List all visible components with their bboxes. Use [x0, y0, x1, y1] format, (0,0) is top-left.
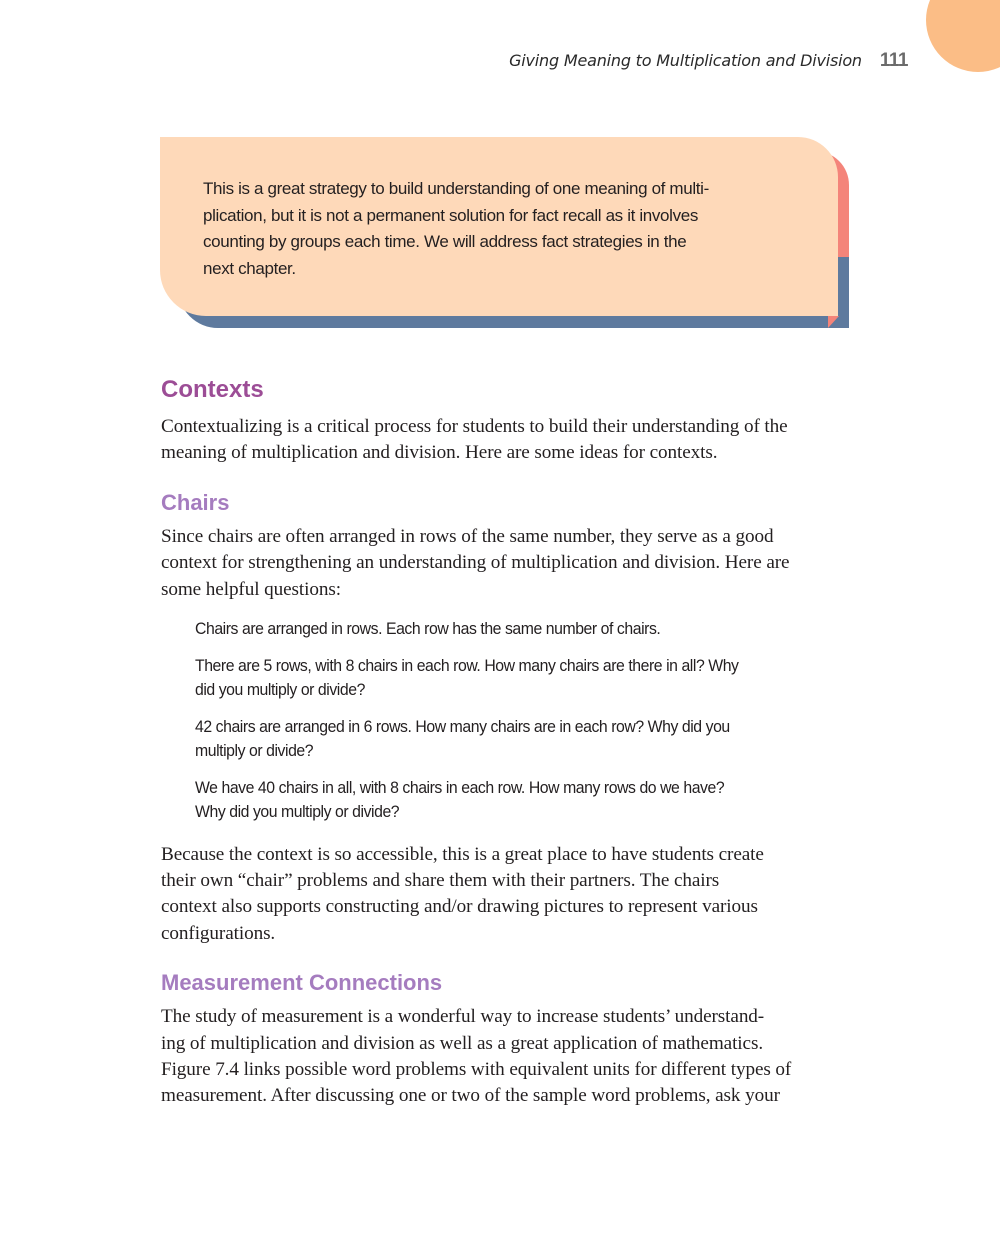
corner-decoration-circle — [926, 0, 1000, 72]
contexts-paragraph — [161, 414, 851, 467]
note-line: plication, but it is not a permanent solution for fact recall as it involves — [203, 205, 698, 225]
text-line: ing of multiplication and division as well as a great application of mathematics. — [161, 1032, 764, 1054]
text-line: some helpful questions: — [161, 578, 341, 600]
note-line: counting by groups each time. We will address fact strategies in the — [203, 232, 687, 251]
question-item — [195, 776, 792, 825]
text-line: Because the context is so accessible, this is a great place to have students create — [161, 843, 764, 865]
chairs-question-list — [161, 617, 851, 825]
question-line: There are 5 rows, with 8 chairs in each row. How many chairs are there in all? Why — [195, 656, 739, 675]
text-line: The study of measurement is a wonderful way to increase students’ understand- — [161, 1006, 765, 1028]
question-item — [195, 654, 792, 703]
question-line: Chairs are arranged in rows. Each row has the same number of chairs. — [195, 620, 661, 639]
running-header — [509, 50, 908, 74]
text-line: Since chairs are often arranged in rows of the same number, they serve as a good — [161, 525, 774, 547]
note-line: next chapter. — [203, 258, 296, 278]
text-line: Figure 7.4 links possible word problems with equivalent units for different types of — [161, 1058, 792, 1080]
question-item — [195, 715, 792, 764]
subsection-heading-measurement: Measurement Connections — [161, 970, 443, 996]
main-content — [161, 373, 851, 1110]
note-corner-bevel — [828, 316, 839, 328]
question-item — [195, 617, 792, 642]
note-text — [203, 176, 803, 282]
question-line: did you multiply or divide? — [195, 681, 365, 700]
text-line: context also supports constructing and/or drawing pictures to represent various — [161, 896, 758, 918]
question-line: 42 chairs are arranged in 6 rows. How many chairs are in each row? Why did you — [195, 717, 730, 736]
page-number: 111 — [879, 50, 908, 71]
note-box — [160, 137, 838, 316]
question-line: We have 40 chairs in all, with 8 chairs in each row. How many rows do we have? — [195, 778, 725, 797]
text-line: configurations. — [161, 922, 276, 944]
text-line: measurement. After discussing one or two of the sample word problems, ask your — [161, 1085, 780, 1107]
text-line: Contextualizing is a critical process for students to build their understanding of the — [161, 416, 788, 437]
measurement-paragraph — [161, 1004, 851, 1110]
strategy-note-callout — [160, 137, 850, 329]
text-line: their own “chair” problems and share them with their partners. The chairs — [161, 869, 720, 891]
question-line: Why did you multiply or divide? — [195, 803, 400, 822]
running-title: Giving Meaning to Multiplication and Division — [509, 51, 862, 70]
text-line: context for strengthening an understanding of multiplication and division. Here are — [161, 552, 790, 574]
chairs-intro-paragraph — [161, 524, 851, 603]
question-line: multiply or divide? — [195, 742, 314, 761]
chairs-follow-up-paragraph — [161, 842, 851, 948]
section-heading-contexts: Contexts — [161, 376, 264, 403]
subsection-heading-chairs: Chairs — [161, 489, 230, 515]
note-line: This is a great strategy to build understanding of one meaning of multi- — [203, 179, 709, 198]
text-line: meaning of multiplication and division. Here are some ideas for contexts. — [161, 442, 718, 464]
